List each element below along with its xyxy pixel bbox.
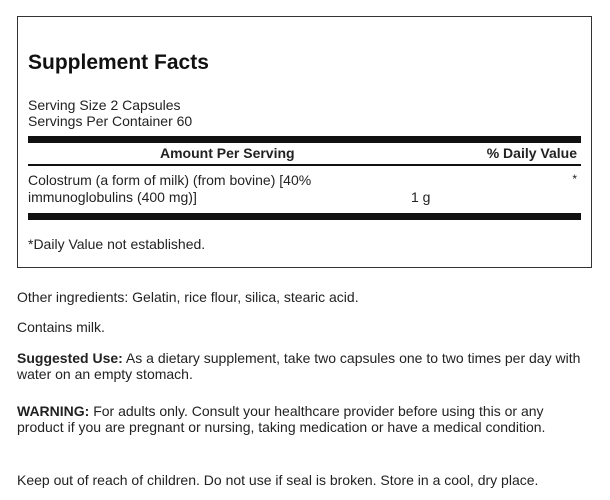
daily-value-header: % Daily Value [486, 145, 577, 161]
supplement-facts-panel [17, 16, 592, 268]
serving-size: Serving Size 2 Capsules [28, 97, 181, 113]
other-ingredients: Other ingredients: Gelatin, rice flour, silica, stearic acid. [17, 289, 359, 305]
ingredient-amount: 1 g [411, 189, 431, 205]
servings-per-container: Servings Per Container 60 [28, 113, 193, 129]
ingredient-dv: * [572, 172, 577, 186]
divider-thick-bottom [28, 213, 581, 220]
ingredient-row [28, 172, 581, 206]
serving-info [28, 97, 192, 129]
ingredient-name: Colostrum (a form of milk) (from bovine) [40% immunoglobulins (400 mg)] [28, 172, 312, 205]
footnote: *Daily Value not established. [28, 236, 206, 252]
allergen-statement: Contains milk. [17, 319, 105, 335]
divider-thin [28, 164, 581, 166]
storage-instructions: Keep out of reach of children. Do not use if seal is broken. Store in a cool, dry place. [17, 472, 539, 488]
warning-text: For adults only. Consult your healthcare provider before using this or any product if you are pregnant or nursing, taking medication or have a medical condition. [17, 403, 546, 435]
divider-thick [28, 136, 581, 143]
amount-per-serving-header: Amount Per Serving [160, 145, 295, 161]
warning [17, 403, 592, 435]
suggested-use-text: As a dietary supplement, take two capsules one to two times per day with water on an empty stomach. [17, 350, 581, 382]
suggested-use [17, 350, 592, 382]
suggested-use-label: Suggested Use: [17, 350, 123, 366]
panel-title: Supplement Facts [28, 51, 209, 74]
warning-label: WARNING: [17, 403, 90, 419]
